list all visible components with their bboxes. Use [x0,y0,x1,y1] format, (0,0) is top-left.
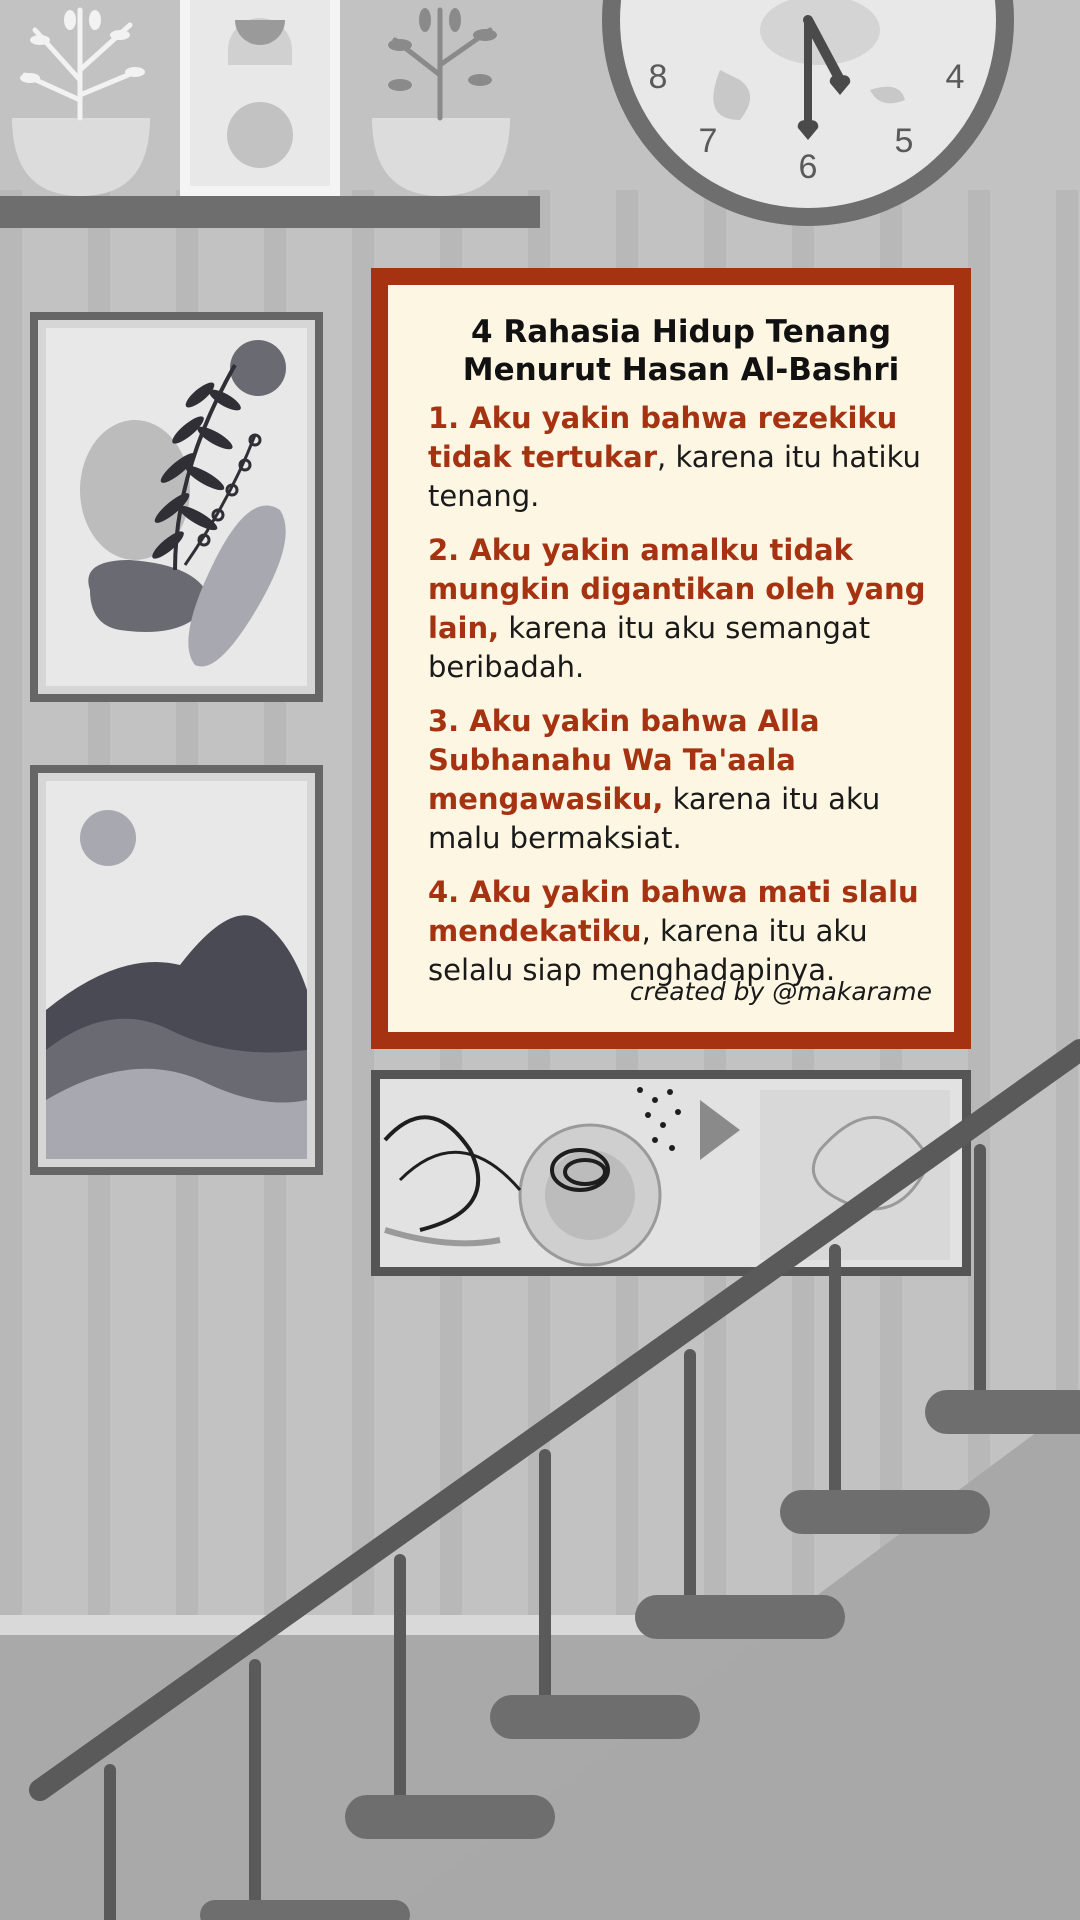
list-item [428,531,934,687]
list-item [428,702,934,858]
quote-card-body [388,285,954,1032]
card-title [428,313,934,389]
list-item [428,399,934,516]
list-item-text: karena itu aku malu bermaksiat. [428,782,881,855]
card-title-line1: 4 Rahasia Hidup Tenang [470,314,892,350]
list-item-highlight: 1. Aku yakin bahwa rezekiku tidak tertukar [428,401,898,474]
clock-numeral-6: 6 [798,148,818,186]
list-item [428,873,934,990]
clock-numeral-5: 5 [894,122,914,160]
clock-numeral-8: 8 [648,58,668,96]
framed-leaf-art [30,312,323,702]
quote-card [371,268,971,1049]
list-item-highlight: 2. Aku yakin amalku tidak mungkin digantikan oleh yang lain, [428,533,926,645]
card-title-line2: Menurut Hasan Al-Bashri [462,352,900,388]
list-item-text: , karena itu aku selalu siap menghadapinya. [428,914,868,987]
clock-numeral-7: 7 [698,122,718,160]
lamp-decoration [180,0,340,196]
list-item-text: karena itu aku semangat beribadah. [428,611,871,684]
framed-mountain-art [30,765,323,1175]
list-item-highlight: 3. Aku yakin bahwa Alla Subhanahu Wa Ta'aala mengawasiku, [428,704,820,816]
clock-numeral-4: 4 [945,58,965,96]
framed-abstract-art [371,1070,971,1276]
list-item-text: , karena itu hatiku tenang. [428,440,921,513]
list-item-highlight: 4. Aku yakin bahwa mati slalu mendekatiku [428,875,919,948]
credit-text: created by @makarame [629,977,932,1006]
